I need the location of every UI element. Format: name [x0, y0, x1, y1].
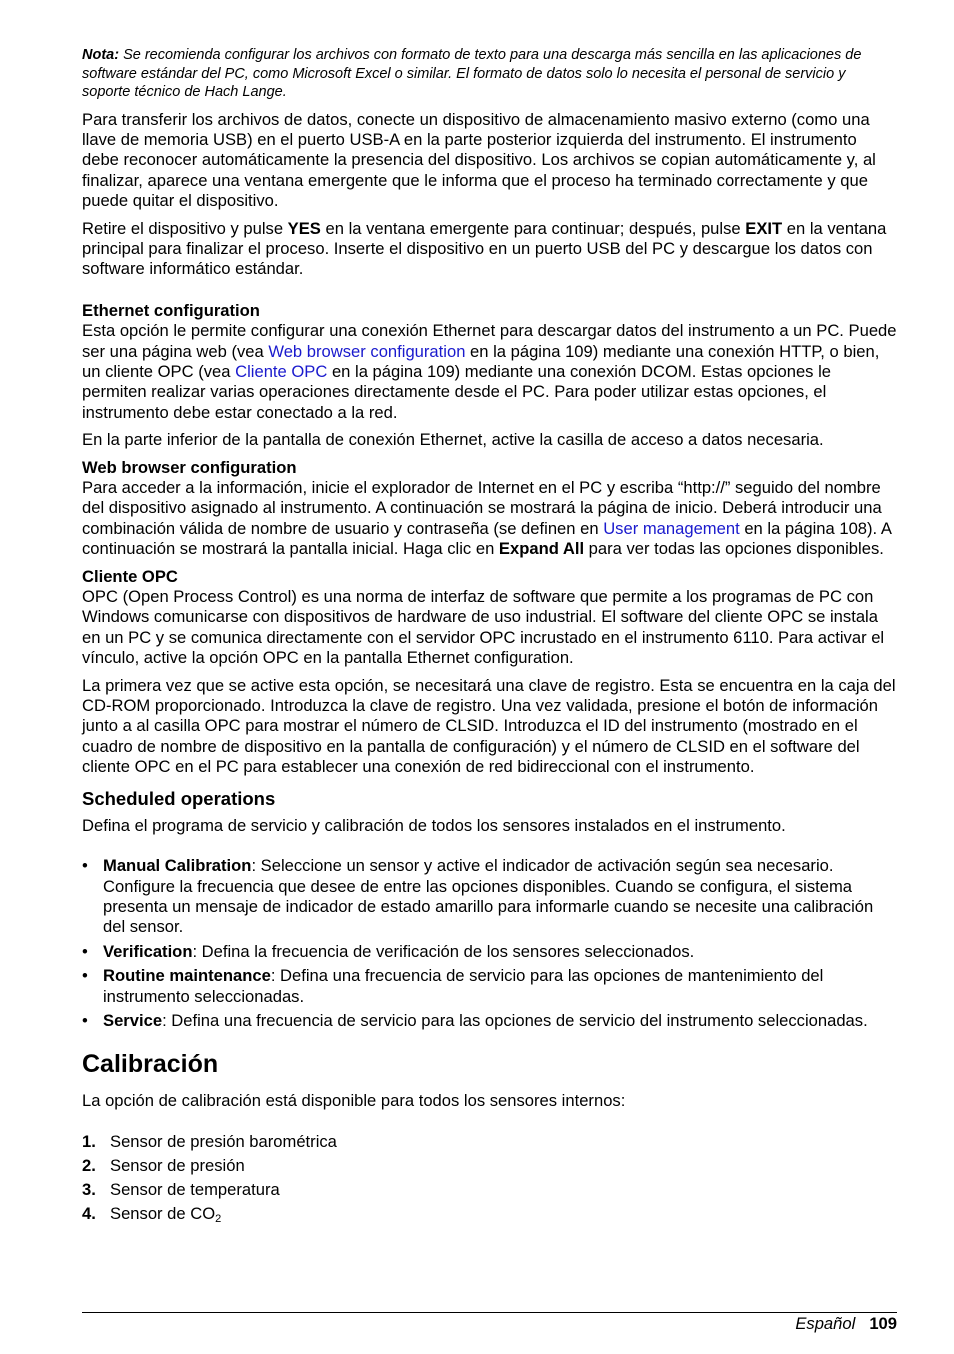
footer-language: Español — [795, 1314, 856, 1333]
list-item — [82, 1156, 897, 1176]
item-text: : Seleccione un sensor y active el indicador de activación según sea necesario. Configure la frecuencia que desee de entre las opciones disponibles. Cuando se configura, el sistema presenta un mensaje de indicador de estado amarillo para informarle cuando se necesite una calibración del sensor. — [103, 856, 874, 937]
text-run: en la página 109) mediante una conexión DCOM. Estas opciones le permiten realizar varias operaciones directamente desde el PC. Para poder utilizar estas opciones, el instrumento debe estar conectado a la red. — [82, 361, 831, 422]
item-number: 2. — [82, 1155, 96, 1175]
page-footer — [82, 1312, 897, 1333]
item-term: Routine maintenance — [103, 966, 271, 986]
web-browser-configuration-link[interactable]: Web browser configuration — [268, 341, 466, 361]
item-text: Sensor de temperatura — [110, 1179, 280, 1199]
list-item — [82, 1011, 897, 1031]
scheduled-list — [82, 856, 897, 1031]
text-run: en la ventana emergente para continuar; después, pulse — [320, 218, 746, 238]
item-text: Sensor de presión barométrica — [110, 1131, 337, 1151]
yes-keyword: YES — [287, 218, 321, 238]
web-browser-heading: Web browser configuration — [82, 457, 297, 477]
item-text: Sensor de CO — [110, 1203, 216, 1223]
bullet: • — [82, 1010, 88, 1030]
list-item — [82, 966, 897, 1007]
document-page — [82, 46, 897, 1228]
item-term: Verification — [103, 941, 193, 961]
text-run: en la página 108). A continuación se mostrará la pantalla inicial. Haga clic en — [82, 518, 892, 559]
scheduled-operations-heading: Scheduled operations — [82, 787, 276, 809]
calibracion-list — [82, 1132, 897, 1224]
item-term: Service — [103, 1010, 163, 1030]
text-run: en la ventana principal para finalizar el proceso. Inserte el dispositivo en un puerto USB del PC y descargue los datos con software informático estándar. — [82, 218, 887, 279]
bullet: • — [82, 966, 88, 986]
item-number: 3. — [82, 1179, 96, 1199]
item-text: Sensor de presión — [110, 1155, 245, 1175]
text-run: para ver todas las opciones disponibles. — [584, 539, 884, 559]
list-item — [82, 856, 897, 938]
expand-all-keyword: Expand All — [498, 539, 585, 559]
calibracion-heading: Calibración — [82, 1050, 219, 1079]
subscript: 2 — [215, 1212, 222, 1225]
ethernet-heading: Ethernet configuration — [82, 300, 260, 320]
item-text: : Defina la frecuencia de verificación de los sensores seleccionados. — [192, 941, 695, 961]
text-run: Esta opción le permite configurar una conexión Ethernet para descargar datos del instrumento a un PC. Puede ser una página web (vea — [82, 321, 897, 361]
transfer-paragraph-1: Para transferir los archivos de datos, conecte un dispositivo de almacenamiento masivo externo (como una llave de memoria USB) en el puerto USB-A en la parte posterior izquierda del instrumento. El instrumento debe reconocer automáticamente la presencia del dispositivo. Los archivos se copian automáticamente y, al finalizar, aparece una ventana emergente que le informa que el proceso ha terminado correctamente y que puede quitar el dispositivo. — [82, 109, 876, 211]
cliente-opc-link[interactable]: Cliente OPC — [235, 361, 328, 381]
opc-paragraph-1: OPC (Open Process Control) es una norma de interfaz de software que permite a los programas de PC con Windows comunicarse con dispositivos de hardware de uso industrial. El software del cliente OPC se instala en un PC y se comunica directamente con el servidor OPC incrustado en el instrumento 6110. Para activar el vínculo, active la opción OPC en la pantalla Ethernet configuration. — [82, 587, 885, 668]
note — [82, 46, 897, 102]
bullet: • — [82, 941, 88, 961]
text-run: Retire el dispositivo y pulse — [82, 218, 288, 238]
opc-paragraph-2: La primera vez que se active esta opción, se necesitará una clave de registro. Esta se encuentra en la caja del CD-ROM proporcionado. Introduzca la clave de registro. Una vez validada, presione el botón de información junto a al casilla OPC para mostrar el número de CLSID. Introduzca el ID del instrumento (mostrado en el cuadro de nombre de dispositivo en la pantalla de configuración) y el número de CLSID en el software del cliente OPC en el PC para establecer una conexión de red bidireccional con el instrumento. — [82, 675, 896, 777]
footer-text — [795, 1314, 897, 1334]
note-text: Se recomienda configurar los archivos con formato de texto para una descarga más sencilla en las aplicaciones de software estándar del PC, como Microsoft Excel o similar. El formato de datos solo lo necesita el personal de servicio y soporte técnico de Hach Lange. — [82, 47, 862, 100]
list-item — [82, 1180, 897, 1200]
note-label: Nota: — [82, 47, 120, 63]
calibracion-intro: La opción de calibración está disponible para todos los sensores internos: — [82, 1091, 626, 1111]
exit-keyword: EXIT — [745, 218, 783, 238]
list-item — [82, 1132, 897, 1152]
text-run: Para acceder a la información, inicie el explorador de Internet en el PC y escriba “http://” seguido del nombre del dispositivo asignado al instrumento. A continuación se mostrará la página de inicio. Deberá introducir una combinación válida de nombre de usuario y contraseña (se definen en — [82, 478, 882, 538]
list-item — [82, 942, 897, 962]
item-number: 4. — [82, 1203, 96, 1223]
text-run: en la página 109) mediante una conexión HTTP, o bien, un cliente OPC (vea — [82, 341, 880, 381]
page-number: 109 — [869, 1314, 897, 1333]
item-text: : Defina una frecuencia de servicio para las opciones de servicio del instrumento seleccionadas. — [162, 1010, 868, 1030]
ethernet-paragraph-1 — [82, 321, 897, 423]
ethernet-paragraph-2: En la parte inferior de la pantalla de conexión Ethernet, active la casilla de acceso a datos necesaria. — [82, 430, 824, 450]
item-term: Manual Calibration — [103, 856, 252, 876]
transfer-paragraph-2 — [82, 219, 897, 280]
list-item — [82, 1204, 897, 1224]
user-management-link[interactable]: User management — [603, 518, 740, 538]
scheduled-intro: Defina el programa de servicio y calibración de todos los sensores instalados en el instrumento. — [82, 815, 786, 835]
cliente-opc-heading: Cliente OPC — [82, 566, 178, 586]
item-number: 1. — [82, 1131, 96, 1151]
web-browser-paragraph — [82, 478, 897, 560]
bullet: • — [82, 856, 88, 876]
item-text: : Defina una frecuencia de servicio para las opciones de mantenimiento del instrumento seleccionadas. — [103, 966, 824, 1006]
